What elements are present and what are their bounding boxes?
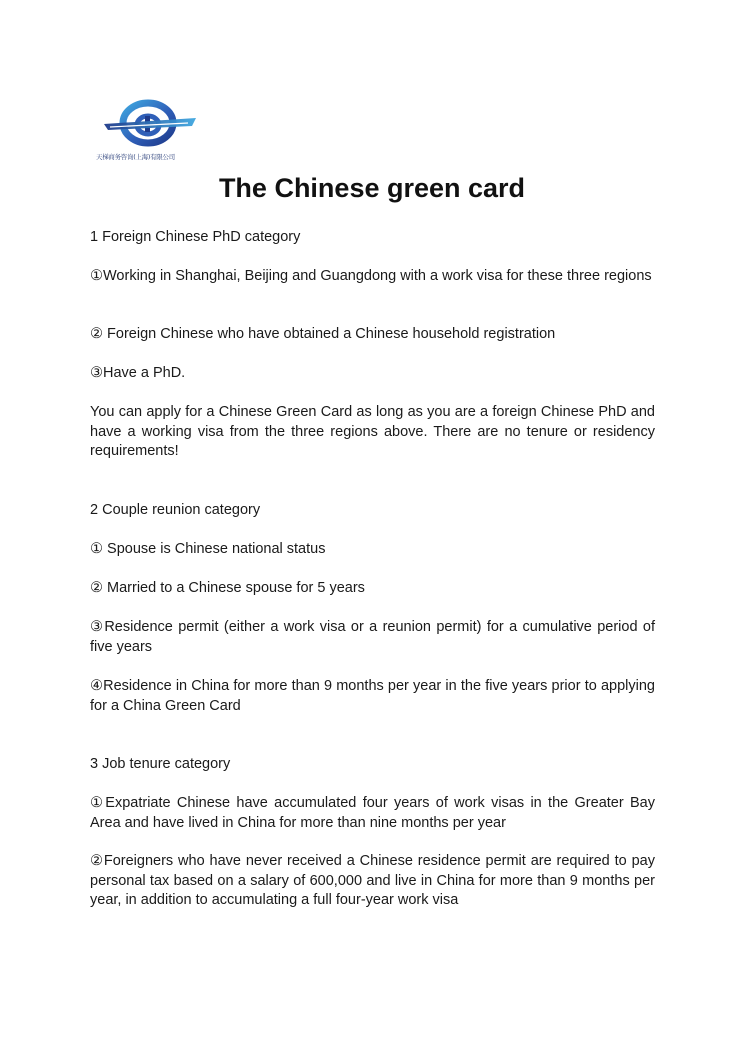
section-1-item-3: ③Have a PhD.: [90, 365, 186, 381]
section-2-item-1: ① Spouse is Chinese national status: [90, 541, 326, 557]
section-1-note: You can apply for a Chinese Green Card as long as you are a foreign Chinese PhD and have a working visa from the three regions above. There are no tenure or residency requirements!: [90, 404, 655, 460]
logo-caption: 天梯商务咨询(上海)有限公司: [96, 153, 175, 161]
page-title: The Chinese green card: [218, 173, 526, 203]
section-1-item-2: ② Foreign Chinese who have obtained a Chinese household registration: [90, 326, 556, 342]
logo-icon: [96, 98, 200, 152]
company-logo: [96, 98, 200, 164]
section-2-item-4: ④Residence in China for more than 9 months per year in the five years prior to applying for a China Green Card: [90, 678, 655, 714]
section-3-heading: 3 Job tenure category: [90, 756, 231, 772]
section-2-item-2: ② Married to a Chinese spouse for 5 years: [90, 580, 365, 596]
section-2-heading: 2 Couple reunion category: [90, 502, 261, 518]
section-1-item-1: ①Working in Shanghai, Beijing and Guangdong with a work visa for these three regions: [90, 268, 652, 284]
section-3-item-2: ②Foreigners who have never received a Chinese residence permit are required to pay personal tax based on a salary of 600,000 and live in China for more than 9 months per year, in addition to accumulating a full four-year work visa: [90, 853, 655, 909]
section-2-item-3: ③Residence permit (either a work visa or a reunion permit) for a cumulative period of five years: [90, 619, 655, 655]
section-1-heading: 1 Foreign Chinese PhD category: [90, 229, 301, 245]
section-3-item-1: ①Expatriate Chinese have accumulated four years of work visas in the Greater Bay Area and have lived in China for more than nine months per year: [90, 795, 655, 831]
